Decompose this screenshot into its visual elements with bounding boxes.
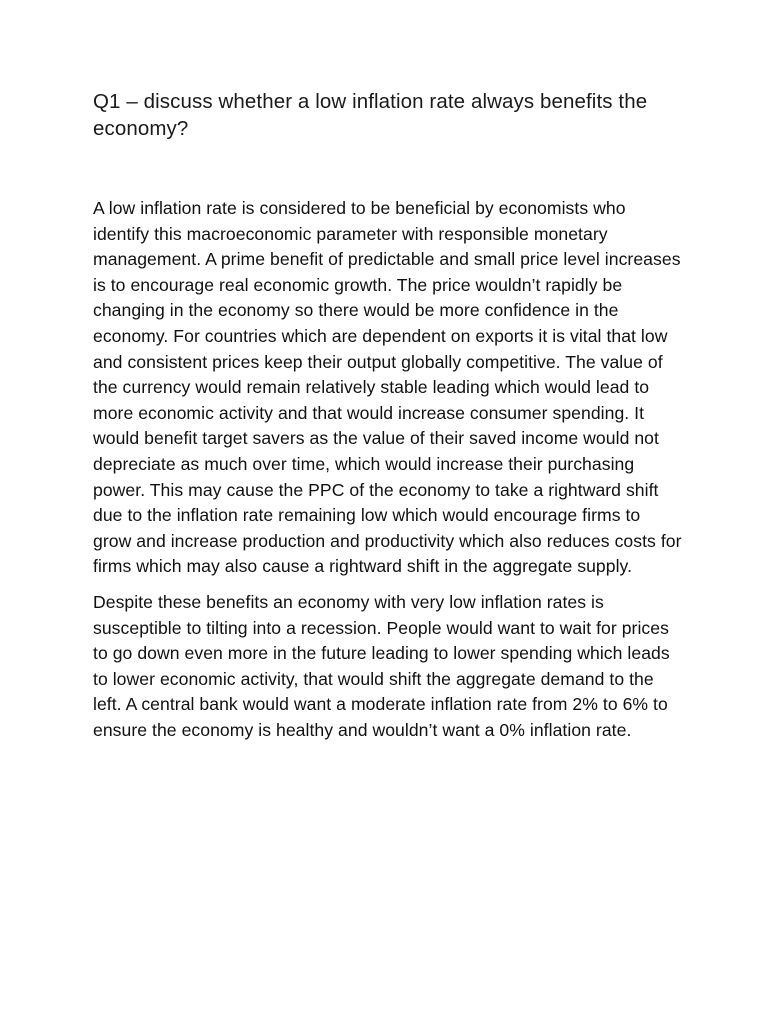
question-heading: Q1 – discuss whether a low inflation rate always benefits the economy? <box>93 90 648 140</box>
paragraph-drawbacks: Despite these benefits an economy with very low inflation rates is susceptible to tilting into a recession. People would want to wait for prices to go down even more in the future leading to lower spending which leads to lower economic activity, that would shift the aggregate demand to the left. A central bank would want a moderate inflation rate from 2% to 6% to ensure the economy is healthy and wouldn’t want a 0% inflation rate. <box>93 591 670 740</box>
paragraph-benefits: A low inflation rate is considered to be beneficial by economists who identify this macroeconomic parameter with responsible monetary management. A prime benefit of predictable and small price level increases is to encourage real economic growth. The price wouldn’t rapidly be changing in the economy so there would be more confidence in the economy. For countries which are dependent on exports it is vital that low and consistent prices keep their output globally competitive. The value of the currency would remain relatively stable leading which would lead to more economic activity and that would increase consumer spending. It would benefit target savers as the value of their saved income would not depreciate as much over time, which would increase their purchasing power. This may cause the PPC of the economy to take a rightward shift due to the inflation rate remaining low which would encourage firms to grow and increase production and productivity which also reduces costs for firms which may also cause a rightward shift in the aggregate supply. <box>93 198 682 577</box>
answer-body <box>93 196 683 743</box>
document-content <box>93 88 683 753</box>
